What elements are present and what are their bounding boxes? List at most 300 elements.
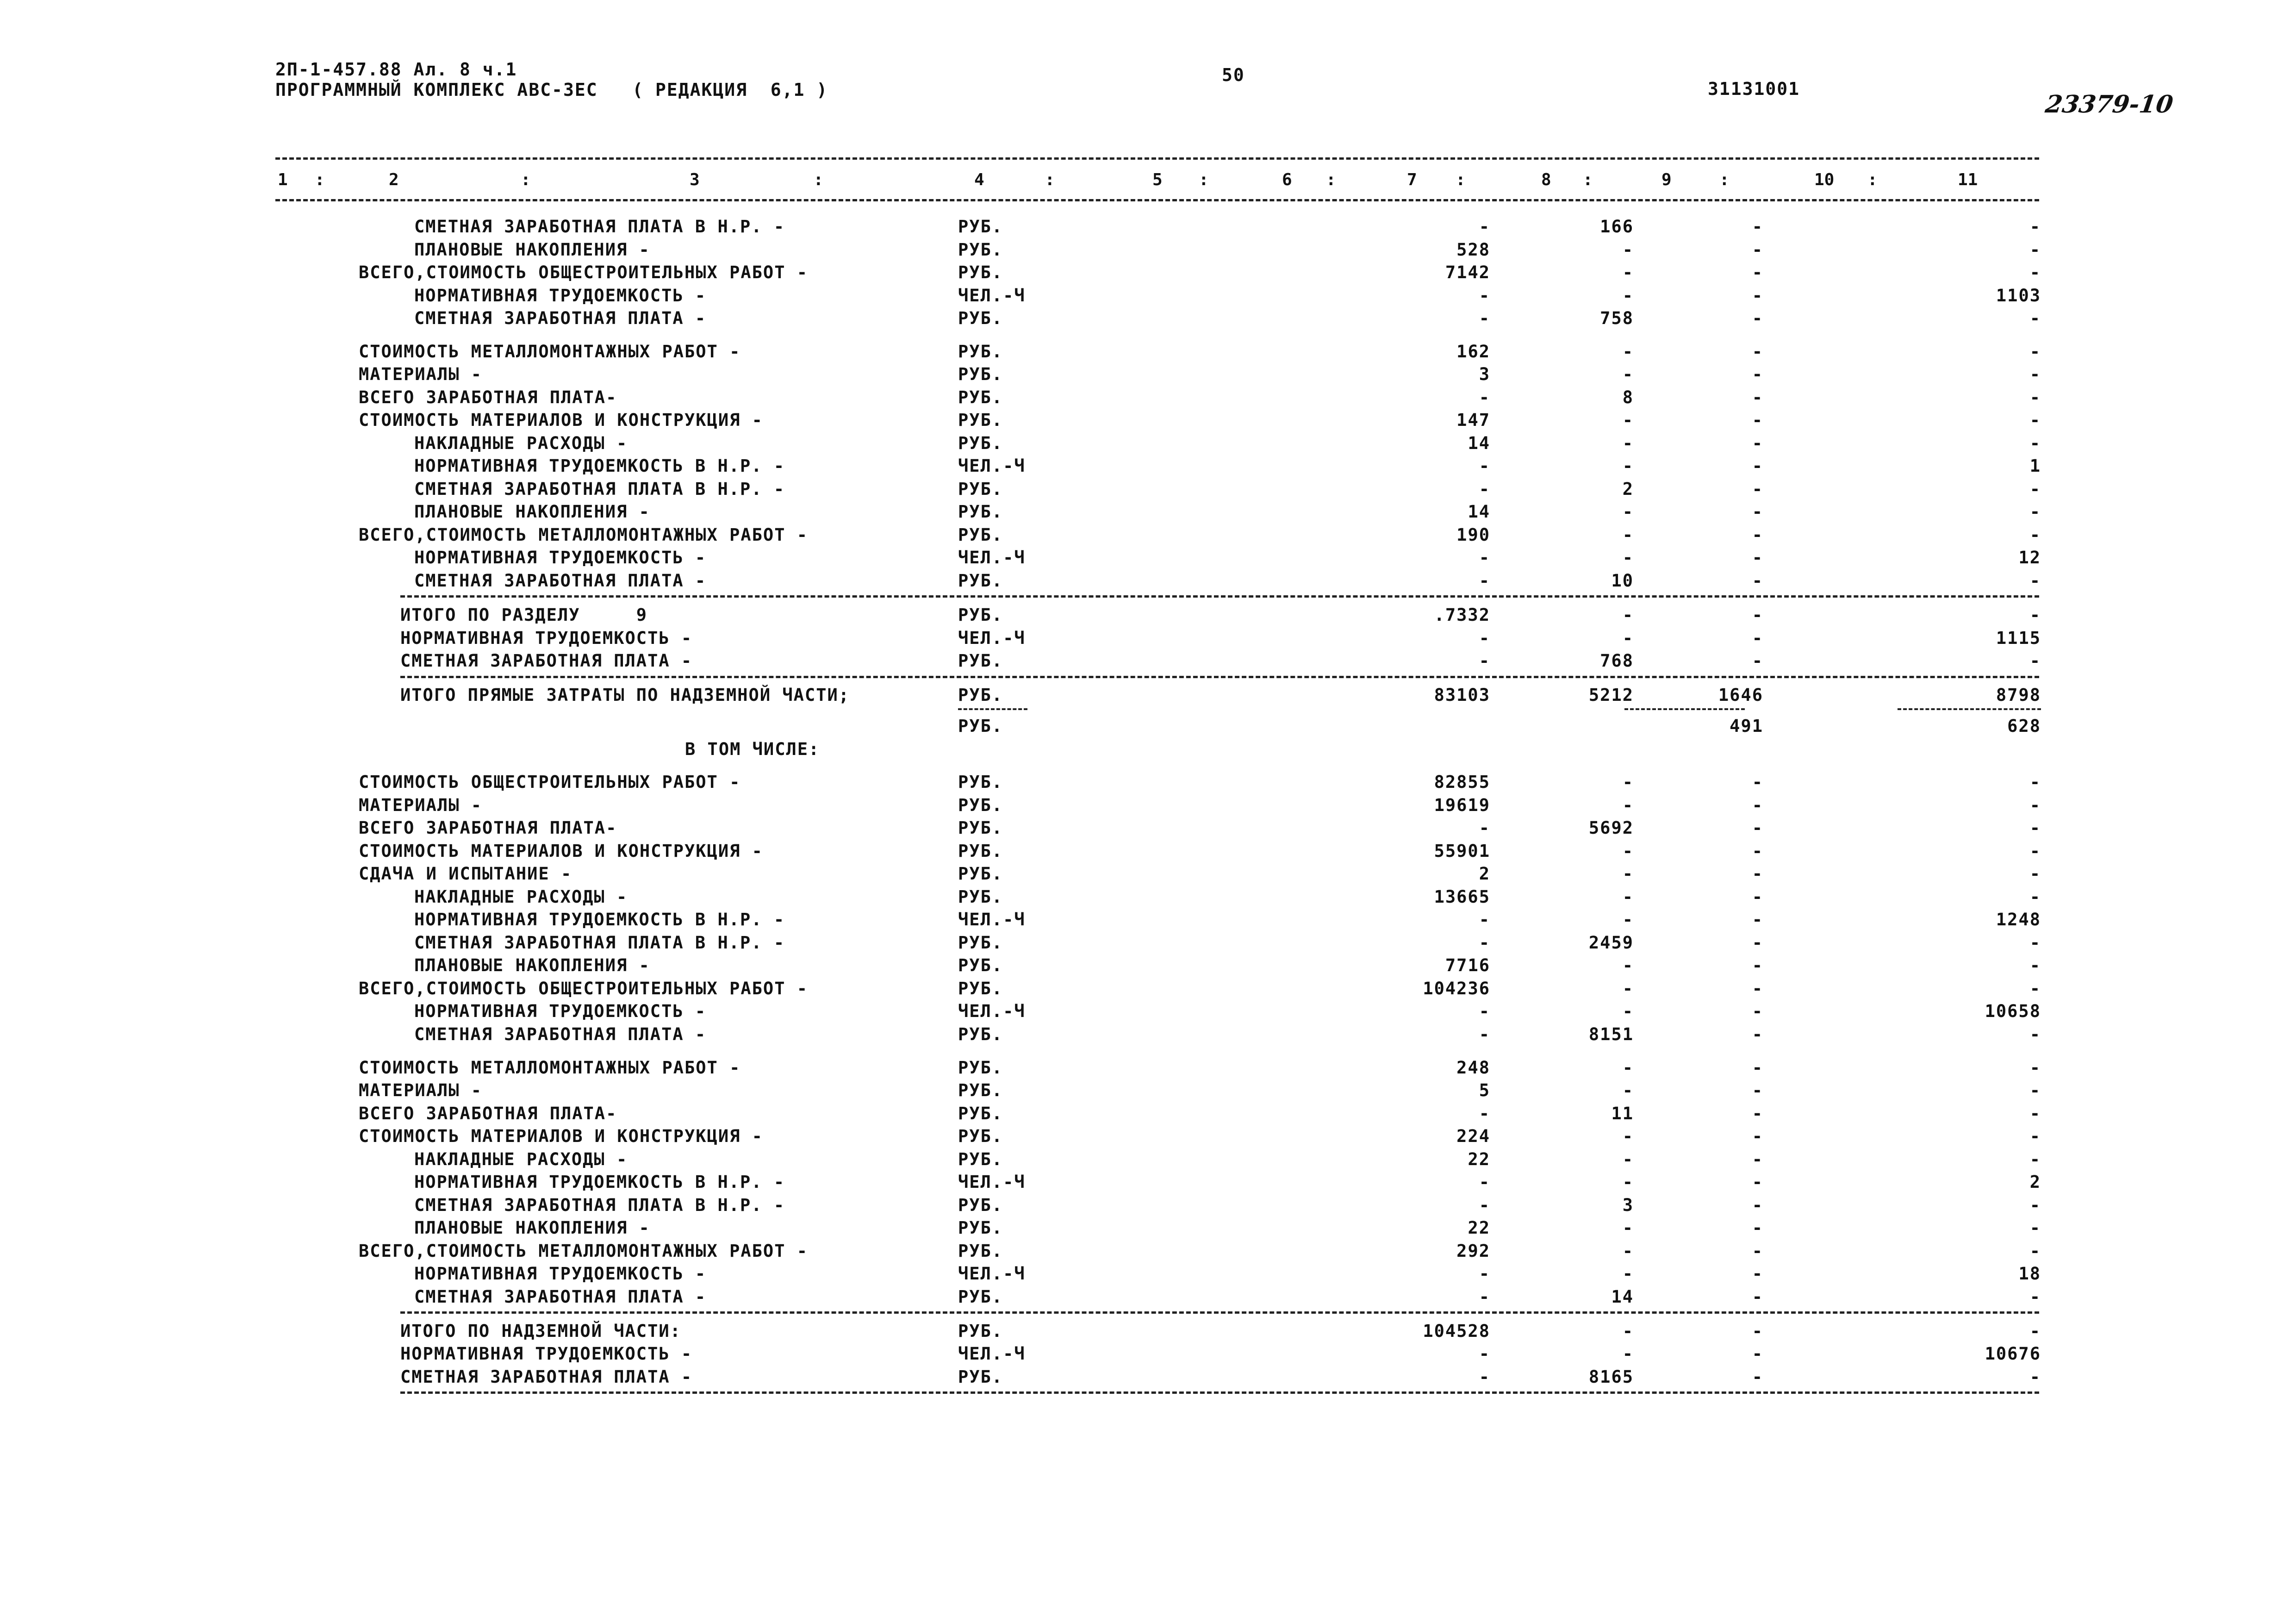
col8-value: - — [1622, 910, 1634, 930]
row-label: ВСЕГО,СТОИМОСТЬ ОБЩЕСТРОИТЕЛЬНЫХ РАБОТ - — [359, 978, 809, 998]
col8-value: - — [1622, 841, 1634, 861]
column-separator: : — [1583, 170, 1593, 189]
section-rule — [400, 1311, 2039, 1314]
column-separator: : — [1456, 170, 1466, 189]
col9-value: - — [1752, 932, 1763, 953]
col7-value: - — [1479, 628, 1490, 648]
col11-value: - — [2029, 1366, 2041, 1387]
col7-value: 248 — [1456, 1057, 1490, 1078]
col11-value: - — [2029, 262, 2041, 282]
col8-value: 11 — [1611, 1103, 1634, 1123]
col9-value: - — [1752, 524, 1763, 545]
row-label: СМЕТНАЯ ЗАРАБОТНАЯ ПЛАТА - — [414, 1024, 707, 1044]
row-label: СТОИМОСТЬ МЕТАЛЛОМОНТАЖНЫХ РАБОТ - — [359, 1057, 741, 1078]
table-row — [0, 571, 2296, 594]
column-header-4: 4 — [974, 170, 984, 189]
col8-value: 5212 — [1588, 685, 1634, 705]
row-unit: РУБ. — [958, 1080, 1003, 1101]
row-unit: ЧЕЛ.-Ч — [958, 1344, 1026, 1364]
page-number: 50 — [1222, 65, 1245, 85]
row-unit: ЧЕЛ.-Ч — [958, 628, 1026, 648]
col9-value: - — [1752, 1218, 1763, 1238]
row-unit: РУБ. — [958, 1195, 1003, 1215]
column-header-1: 1 — [278, 170, 288, 189]
row-label: СТОИМОСТЬ МАТЕРИАЛОВ И КОНСТРУКЦИЯ - — [359, 1126, 763, 1147]
row-label: НОРМАТИВНАЯ ТРУДОЕМКОСТЬ В Н.Р. - — [414, 456, 785, 476]
row-label: СМЕТНАЯ ЗАРАБОТНАЯ ПЛАТА - — [400, 1366, 693, 1387]
col7-value: 292 — [1456, 1241, 1490, 1261]
col9-value: - — [1752, 456, 1763, 476]
column-header-3: 3 — [690, 170, 700, 189]
col9-value: - — [1752, 387, 1763, 407]
col9-value: - — [1752, 1264, 1763, 1284]
col7-value: - — [1479, 932, 1490, 953]
row-label: НАКЛАДНЫЕ РАСХОДЫ - — [414, 886, 628, 907]
row-unit: РУБ. — [958, 410, 1003, 430]
row-label: СМЕТНАЯ ЗАРАБОТНАЯ ПЛАТА - — [414, 1286, 707, 1307]
col8-value: - — [1622, 456, 1634, 476]
row-unit: РУБ. — [958, 716, 1003, 736]
col7-value: - — [1479, 479, 1490, 499]
col7-value: - — [1479, 285, 1490, 306]
col9-value: - — [1752, 605, 1763, 625]
col8-value: - — [1622, 1172, 1634, 1192]
col7-value: 83103 — [1434, 685, 1490, 705]
col7-value: 19619 — [1434, 795, 1490, 815]
table-row — [0, 308, 2296, 331]
col11-value: 1 — [2029, 456, 2041, 476]
table-row — [0, 1264, 2296, 1287]
row-label: НАКЛАДНЫЕ РАСХОДЫ - — [414, 433, 628, 453]
col9-value: - — [1752, 795, 1763, 815]
row-label: СТОИМОСТЬ МЕТАЛЛОМОНТАЖНЫХ РАБОТ - — [359, 341, 741, 362]
row-label: СМЕТНАЯ ЗАРАБОТНАЯ ПЛАТА В Н.Р. - — [414, 217, 785, 237]
col8-value: - — [1622, 1057, 1634, 1078]
col7-value: 162 — [1456, 341, 1490, 362]
col9-value: - — [1752, 239, 1763, 260]
col7-value: 22 — [1468, 1149, 1490, 1169]
handwritten-number: 23379-10 — [2043, 90, 2175, 119]
col11-value: - — [2029, 387, 2041, 407]
col9-value: - — [1752, 1195, 1763, 1215]
col8-value: - — [1622, 628, 1634, 648]
col9-value: - — [1752, 628, 1763, 648]
col11-value: - — [2029, 1057, 2041, 1078]
col9-value: - — [1752, 955, 1763, 976]
col8-value: - — [1622, 341, 1634, 362]
col8-value: - — [1622, 955, 1634, 976]
col9-value: - — [1752, 308, 1763, 328]
col8-value: - — [1622, 1080, 1634, 1101]
col7-value: - — [1479, 1024, 1490, 1044]
column-separator: : — [1199, 170, 1209, 189]
col7-value: - — [1479, 1195, 1490, 1215]
col11-value: 10658 — [1985, 1001, 2041, 1022]
col9-value: - — [1752, 1241, 1763, 1261]
column-header-6: 6 — [1282, 170, 1292, 189]
table-row — [0, 1126, 2296, 1149]
row-label: СМЕТНАЯ ЗАРАБОТНАЯ ПЛАТА В Н.Р. - — [414, 932, 785, 953]
col9-value: - — [1752, 818, 1763, 838]
section-rule — [400, 1391, 2039, 1394]
row-label: НОРМАТИВНАЯ ТРУДОЕМКОСТЬ - — [414, 1001, 707, 1022]
row-unit: РУБ. — [958, 524, 1003, 545]
row-label: СТОИМОСТЬ МАТЕРИАЛОВ И КОНСТРУКЦИЯ - — [359, 410, 763, 430]
col7-value: - — [1479, 1264, 1490, 1284]
table-row — [0, 456, 2296, 479]
col9-value: - — [1752, 570, 1763, 591]
table-row — [0, 651, 2296, 674]
col9-value: - — [1752, 978, 1763, 998]
col9-value: - — [1752, 410, 1763, 430]
row-unit: РУБ. — [958, 1286, 1003, 1307]
row-unit: РУБ. — [958, 1126, 1003, 1147]
subtotal-underline — [1898, 708, 2041, 710]
col7-value: - — [1479, 651, 1490, 671]
col8-value: - — [1622, 502, 1634, 522]
col8-value: - — [1622, 864, 1634, 884]
table-row — [0, 525, 2296, 548]
col7-value: - — [1479, 548, 1490, 568]
row-unit: РУБ. — [958, 795, 1003, 815]
row-label: МАТЕРИАЛЫ - — [359, 364, 483, 385]
table-row — [0, 1001, 2296, 1024]
col8-value: 8165 — [1588, 1366, 1634, 1387]
col8-value: - — [1622, 795, 1634, 815]
col9-value: - — [1752, 651, 1763, 671]
col11-value: - — [2029, 1286, 2041, 1307]
col8-value: - — [1622, 1001, 1634, 1022]
row-unit: РУБ. — [958, 308, 1003, 328]
row-label: ПЛАНОВЫЕ НАКОПЛЕНИЯ - — [414, 955, 650, 976]
row-label: ВСЕГО ЗАРАБОТНАЯ ПЛАТА- — [359, 818, 617, 838]
table-row — [0, 479, 2296, 502]
table-row — [0, 286, 2296, 309]
col11-value: - — [2029, 1218, 2041, 1238]
col11-value: - — [2029, 1126, 2041, 1147]
col7-value: 7716 — [1445, 955, 1490, 976]
col11-value: - — [2029, 502, 2041, 522]
table-row — [0, 342, 2296, 365]
row-unit: РУБ. — [958, 479, 1003, 499]
col7-value: - — [1479, 1001, 1490, 1022]
col8-value: 758 — [1600, 308, 1634, 328]
row-unit: ЧЕЛ.-Ч — [958, 548, 1026, 568]
col11-value: 12 — [2018, 548, 2041, 568]
row-unit: РУБ. — [958, 1321, 1003, 1341]
col9-value: - — [1752, 1126, 1763, 1147]
program-title: ПРОГРАММНЫЙ КОМПЛЕКС АВС-3ЕС ( РЕДАКЦИЯ 6,1 ) — [275, 80, 828, 100]
col9-value: - — [1752, 1103, 1763, 1123]
row-unit: РУБ. — [958, 772, 1003, 792]
col8-value: 5692 — [1588, 818, 1634, 838]
table-row — [0, 364, 2296, 387]
row-label: НОРМАТИВНАЯ ТРУДОЕМКОСТЬ В Н.Р. - — [414, 910, 785, 930]
col9-value: - — [1752, 433, 1763, 453]
col11-value: - — [2029, 364, 2041, 385]
col7-value: - — [1479, 1172, 1490, 1192]
table-row — [0, 1024, 2296, 1048]
row-unit: РУБ. — [958, 262, 1003, 282]
col8-value: 768 — [1600, 651, 1634, 671]
col8-value: - — [1622, 239, 1634, 260]
col7-value: 22 — [1468, 1218, 1490, 1238]
column-separator: : — [1867, 170, 1878, 189]
table-row — [0, 933, 2296, 956]
row-unit: РУБ. — [958, 502, 1003, 522]
col7-value: 528 — [1456, 239, 1490, 260]
row-unit: РУБ. — [958, 1241, 1003, 1261]
col11-value: - — [2029, 239, 2041, 260]
col11-value: - — [2029, 479, 2041, 499]
column-header-9: 9 — [1661, 170, 1672, 189]
col11-value: - — [2029, 410, 2041, 430]
table-row — [0, 628, 2296, 651]
table-row — [0, 240, 2296, 263]
row-label: СМЕТНАЯ ЗАРАБОТНАЯ ПЛАТА В Н.Р. - — [414, 479, 785, 499]
col7-value: 7142 — [1445, 262, 1490, 282]
column-header-7: 7 — [1407, 170, 1417, 189]
col8-value: - — [1622, 1149, 1634, 1169]
table-row — [0, 1080, 2296, 1104]
column-header-11: 11 — [1958, 170, 1978, 189]
col8-value: - — [1622, 285, 1634, 306]
column-header-8: 8 — [1541, 170, 1551, 189]
col9-value: - — [1752, 886, 1763, 907]
col11-value: - — [2029, 433, 2041, 453]
col8-value: - — [1622, 1264, 1634, 1284]
col8-value: - — [1622, 1241, 1634, 1261]
table-row — [0, 772, 2296, 795]
col11-value: - — [2029, 651, 2041, 671]
row-unit: РУБ. — [958, 651, 1003, 671]
document-code: 31131001 — [1708, 79, 1800, 99]
row-label: СМЕТНАЯ ЗАРАБОТНАЯ ПЛАТА - — [414, 308, 707, 328]
col7-value: 14 — [1468, 502, 1490, 522]
col9-value: 491 — [1730, 716, 1763, 736]
col9-value: - — [1752, 1286, 1763, 1307]
table-row — [0, 262, 2296, 286]
table-row — [0, 548, 2296, 571]
col7-value: 5 — [1479, 1080, 1490, 1101]
table-row — [0, 979, 2296, 1002]
row-label: В ТОМ ЧИСЛЕ: — [685, 739, 820, 759]
column-header-5: 5 — [1152, 170, 1163, 189]
table-row — [0, 818, 2296, 841]
col11-value: 1248 — [1996, 910, 2041, 930]
row-unit: РУБ. — [958, 1103, 1003, 1123]
row-unit: РУБ. — [958, 341, 1003, 362]
col11-value: - — [2029, 978, 2041, 998]
col8-value: 10 — [1611, 570, 1634, 591]
row-unit: РУБ. — [958, 955, 1003, 976]
subtotal-underline — [1624, 708, 1745, 710]
col11-value: - — [2029, 217, 2041, 237]
table-row — [0, 1172, 2296, 1195]
col7-value: - — [1479, 1344, 1490, 1364]
row-unit: РУБ. — [958, 239, 1003, 260]
row-unit: ЧЕЛ.-Ч — [958, 910, 1026, 930]
col9-value: - — [1752, 1172, 1763, 1192]
col9-value: - — [1752, 910, 1763, 930]
col8-value: - — [1622, 978, 1634, 998]
col8-value: 8151 — [1588, 1024, 1634, 1044]
row-unit: ЧЕЛ.-Ч — [958, 1264, 1026, 1284]
row-label: СДАЧА И ИСПЫТАНИЕ - — [359, 864, 572, 884]
column-separator: : — [813, 170, 824, 189]
col11-value: - — [2029, 308, 2041, 328]
row-label: ВСЕГО,СТОИМОСТЬ МЕТАЛЛОМОНТАЖНЫХ РАБОТ - — [359, 1241, 809, 1261]
col8-value: 2 — [1622, 479, 1634, 499]
table-row — [0, 1058, 2296, 1081]
col8-value: 166 — [1600, 217, 1634, 237]
col11-value: 1115 — [1996, 628, 2041, 648]
col7-value: 2 — [1479, 864, 1490, 884]
table-row — [0, 887, 2296, 910]
subtotal-underline — [958, 708, 1027, 710]
col11-value: - — [2029, 841, 2041, 861]
col11-value: 8798 — [1996, 685, 2041, 705]
row-label: НОРМАТИВНАЯ ТРУДОЕМКОСТЬ - — [414, 285, 707, 306]
row-unit: ЧЕЛ.-Ч — [958, 1172, 1026, 1192]
col8-value: - — [1622, 433, 1634, 453]
col7-value: 190 — [1456, 524, 1490, 545]
col8-value: - — [1622, 548, 1634, 568]
col11-value: - — [2029, 1024, 2041, 1044]
col9-value: - — [1752, 1344, 1763, 1364]
col11-value: - — [2029, 341, 2041, 362]
row-label: НОРМАТИВНАЯ ТРУДОЕМКОСТЬ - — [414, 1264, 707, 1284]
col9-value: - — [1752, 502, 1763, 522]
col9-value: - — [1752, 217, 1763, 237]
col8-value: - — [1622, 262, 1634, 282]
row-label: ВСЕГО ЗАРАБОТНАЯ ПЛАТА- — [359, 387, 617, 407]
col11-value: - — [2029, 1241, 2041, 1261]
row-unit: РУБ. — [958, 685, 1003, 705]
col7-value: - — [1479, 456, 1490, 476]
row-label: ПЛАНОВЫЕ НАКОПЛЕНИЯ - — [414, 239, 650, 260]
table-row — [0, 841, 2296, 864]
table-row — [0, 955, 2296, 979]
row-unit: РУБ. — [958, 978, 1003, 998]
row-unit: РУБ. — [958, 1218, 1003, 1238]
row-unit: РУБ. — [958, 841, 1003, 861]
column-separator: : — [1326, 170, 1336, 189]
table-row — [0, 217, 2296, 240]
col11-value: - — [2029, 524, 2041, 545]
row-unit: РУБ. — [958, 387, 1003, 407]
col9-value: - — [1752, 1080, 1763, 1101]
col9-value: - — [1752, 772, 1763, 792]
row-label: ИТОГО ПРЯМЫЕ ЗАТРАТЫ ПО НАДЗЕМНОЙ ЧАСТИ; — [400, 685, 850, 705]
col11-value: - — [2029, 818, 2041, 838]
table-row — [0, 685, 2296, 708]
row-label: СМЕТНАЯ ЗАРАБОТНАЯ ПЛАТА - — [414, 570, 707, 591]
column-separator: : — [1045, 170, 1055, 189]
row-label: ПЛАНОВЫЕ НАКОПЛЕНИЯ - — [414, 1218, 650, 1238]
col11-value: - — [2029, 1103, 2041, 1123]
col7-value: 3 — [1479, 364, 1490, 385]
col7-value: .7332 — [1434, 605, 1490, 625]
col9-value: - — [1752, 1366, 1763, 1387]
col11-value: - — [2029, 772, 2041, 792]
table-row — [0, 410, 2296, 433]
row-label: ИТОГО ПО РАЗДЕЛУ 9 — [400, 605, 648, 625]
row-unit: РУБ. — [958, 886, 1003, 907]
col7-value: 147 — [1456, 410, 1490, 430]
col8-value: 8 — [1622, 387, 1634, 407]
col7-value: - — [1479, 570, 1490, 591]
row-label: НОРМАТИВНАЯ ТРУДОЕМКОСТЬ В Н.Р. - — [414, 1172, 785, 1192]
col11-value: - — [2029, 932, 2041, 953]
row-unit: РУБ. — [958, 1057, 1003, 1078]
col8-value: - — [1622, 1321, 1634, 1341]
col7-value: 55901 — [1434, 841, 1490, 861]
col7-value: - — [1479, 1366, 1490, 1387]
col8-value: - — [1622, 364, 1634, 385]
col11-value: 2 — [2029, 1172, 2041, 1192]
table-row — [0, 716, 2296, 739]
row-unit: РУБ. — [958, 217, 1003, 237]
row-label: НАКЛАДНЫЕ РАСХОДЫ - — [414, 1149, 628, 1169]
row-label: МАТЕРИАЛЫ - — [359, 1080, 483, 1101]
col7-value: - — [1479, 818, 1490, 838]
col11-value: 10676 — [1985, 1344, 2041, 1364]
table-row — [0, 387, 2296, 411]
row-unit: РУБ. — [958, 364, 1003, 385]
col11-value: - — [2029, 570, 2041, 591]
row-label: ИТОГО ПО НАДЗЕМНОЙ ЧАСТИ: — [400, 1321, 681, 1341]
col9-value: - — [1752, 262, 1763, 282]
col9-value: - — [1752, 285, 1763, 306]
table-row — [0, 1367, 2296, 1390]
column-separator: : — [521, 170, 531, 189]
col9-value: - — [1752, 341, 1763, 362]
row-label: ПЛАНОВЫЕ НАКОПЛЕНИЯ - — [414, 502, 650, 522]
table-row — [0, 1344, 2296, 1367]
row-label: НОРМАТИВНАЯ ТРУДОЕМКОСТЬ - — [400, 1344, 693, 1364]
table-row — [0, 795, 2296, 818]
row-label: НОРМАТИВНАЯ ТРУДОЕМКОСТЬ - — [400, 628, 693, 648]
col9-value: - — [1752, 1001, 1763, 1022]
col11-value: - — [2029, 864, 2041, 884]
row-label: ВСЕГО ЗАРАБОТНАЯ ПЛАТА- — [359, 1103, 617, 1123]
col8-value: - — [1622, 772, 1634, 792]
col11-value: 628 — [2007, 716, 2041, 736]
col9-value: - — [1752, 1057, 1763, 1078]
col8-value: 3 — [1622, 1195, 1634, 1215]
col11-value: - — [2029, 795, 2041, 815]
col8-value: - — [1622, 886, 1634, 907]
col7-value: - — [1479, 1286, 1490, 1307]
table-row — [0, 1149, 2296, 1173]
row-unit: ЧЕЛ.-Ч — [958, 456, 1026, 476]
col8-value: 14 — [1611, 1286, 1634, 1307]
row-label: СТОИМОСТЬ ОБЩЕСТРОИТЕЛЬНЫХ РАБОТ - — [359, 772, 741, 792]
row-unit: РУБ. — [958, 932, 1003, 953]
table-row — [0, 910, 2296, 933]
table-row — [0, 1195, 2296, 1218]
col9-value: 1646 — [1718, 685, 1763, 705]
document-reference: 2П-1-457.88 Ал. 8 ч.1 — [275, 59, 517, 80]
col9-value: - — [1752, 548, 1763, 568]
table-row — [0, 502, 2296, 525]
col8-value: - — [1622, 605, 1634, 625]
col9-value: - — [1752, 841, 1763, 861]
table-row — [0, 433, 2296, 456]
row-label: НОРМАТИВНАЯ ТРУДОЕМКОСТЬ - — [414, 548, 707, 568]
row-unit: РУБ. — [958, 570, 1003, 591]
